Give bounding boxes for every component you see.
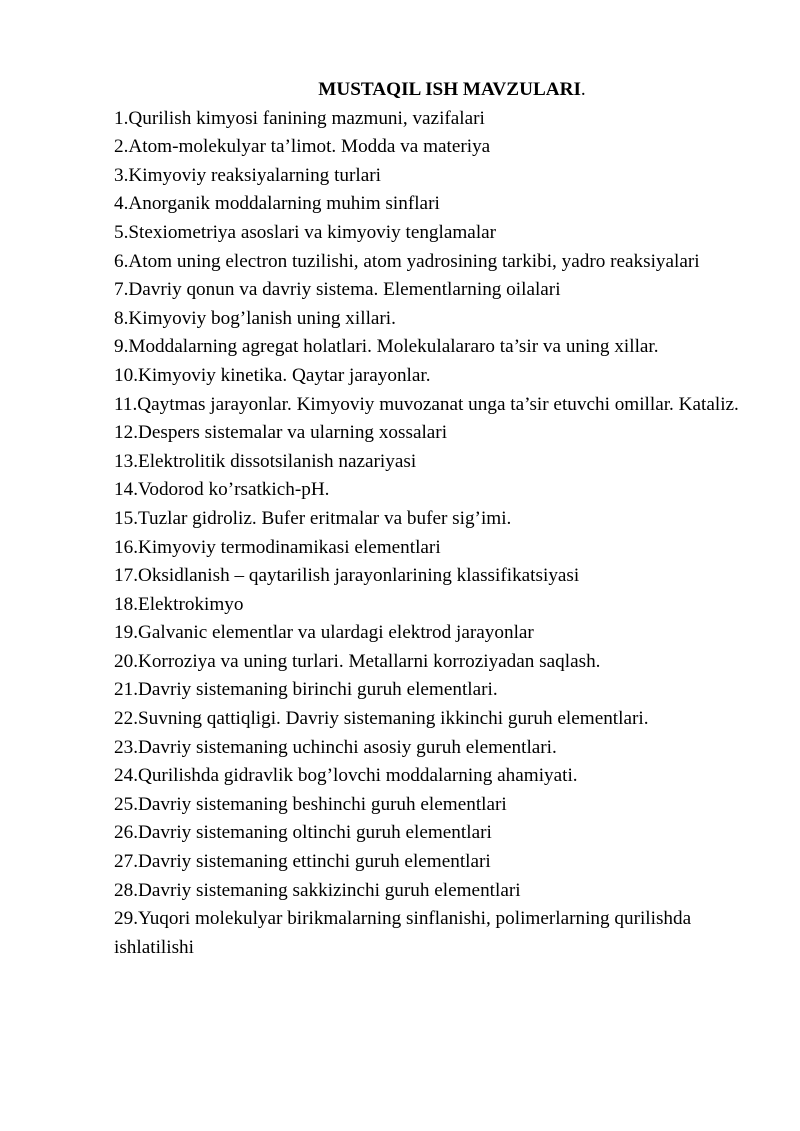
- page-title-suffix: .: [580, 79, 586, 100]
- list-item: 1.Qurilish kimyosi fanining mazmuni, vazifalari: [114, 107, 485, 129]
- list-item: 17.Oksidlanish – qaytarilish jarayonlarining klassifikatsiyasi: [114, 565, 580, 587]
- page-title: [114, 76, 754, 105]
- list-item: 26.Davriy sistemaning oltinchi guruh elementlari: [114, 822, 492, 844]
- document-content: [114, 76, 754, 962]
- list-item: 6.Atom uning electron tuzilishi, atom yadrosining tarkibi, yadro reaksiyalari: [114, 250, 700, 272]
- list-item: 20.Korroziya va uning turlari. Metallarni korroziyadan saqlash.: [114, 650, 601, 672]
- list-item: 12.Despers sistemalar va ularning xossalari: [114, 422, 448, 444]
- list-item: 7.Davriy qonun va davriy sistema. Elementlarning oilalari: [114, 279, 561, 301]
- list-item: 15.Tuzlar gidroliz. Bufer eritmalar va bufer sig’imi.: [114, 507, 512, 529]
- list-item: 23.Davriy sistemaning uchinchi asosiy guruh elementlari.: [114, 736, 557, 758]
- list-item: 22.Suvning qattiqligi. Davriy sistemaning ikkinchi guruh elementlari.: [114, 708, 649, 730]
- list-item: 16.Kimyoviy termodinamikasi elementlari: [114, 536, 441, 558]
- topic-list: [114, 105, 754, 963]
- list-item: 14.Vodorod ko’rsatkich-pH.: [114, 479, 330, 501]
- list-item: 19.Galvanic elementlar va ulardagi elektrod jarayonlar: [114, 622, 534, 644]
- list-item: 13.Elektrolitik dissotsilanish nazariyasi: [114, 450, 417, 472]
- page-title-text: MUSTAQIL ISH MAVZULARI: [318, 79, 581, 100]
- list-item: 24.Qurilishda gidravlik bog’lovchi moddalarning ahamiyati.: [114, 765, 578, 787]
- list-item: 4.Anorganik moddalarning muhim sinflari: [114, 193, 440, 215]
- list-item: 27.Davriy sistemaning ettinchi guruh elementlari: [114, 851, 491, 873]
- list-item: 28.Davriy sistemaning sakkizinchi guruh elementlari: [114, 879, 521, 901]
- list-item: 9.Moddalarning agregat holatlari. Molekulalararo ta’sir va uning xillar.: [114, 336, 659, 358]
- list-item: 18.Elektrokimyo: [114, 593, 244, 615]
- list-item: 8.Kimyoviy bog’lanish uning xillari.: [114, 307, 396, 329]
- list-item: 2.Atom-molekulyar ta’limot. Modda va materiya: [114, 136, 491, 158]
- list-item: 21.Davriy sistemaning birinchi guruh elementlari.: [114, 679, 498, 701]
- list-item: 25.Davriy sistemaning beshinchi guruh elementlari: [114, 793, 507, 815]
- list-item: 5.Stexiometriya asoslari va kimyoviy tenglamalar: [114, 221, 497, 243]
- list-item: 3.Kimyoviy reaksiyalarning turlari: [114, 164, 381, 186]
- list-item: 29.Yuqori molekulyar birikmalarning sinflanishi, polimerlarning qurilishda ishlatilishi: [114, 908, 692, 958]
- list-item: 10.Kimyoviy kinetika. Qaytar jarayonlar.: [114, 364, 431, 386]
- list-item: 11.Qaytmas jarayonlar. Kimyoviy muvozanat unga ta’sir etuvchi omillar. Kataliz.: [114, 393, 739, 415]
